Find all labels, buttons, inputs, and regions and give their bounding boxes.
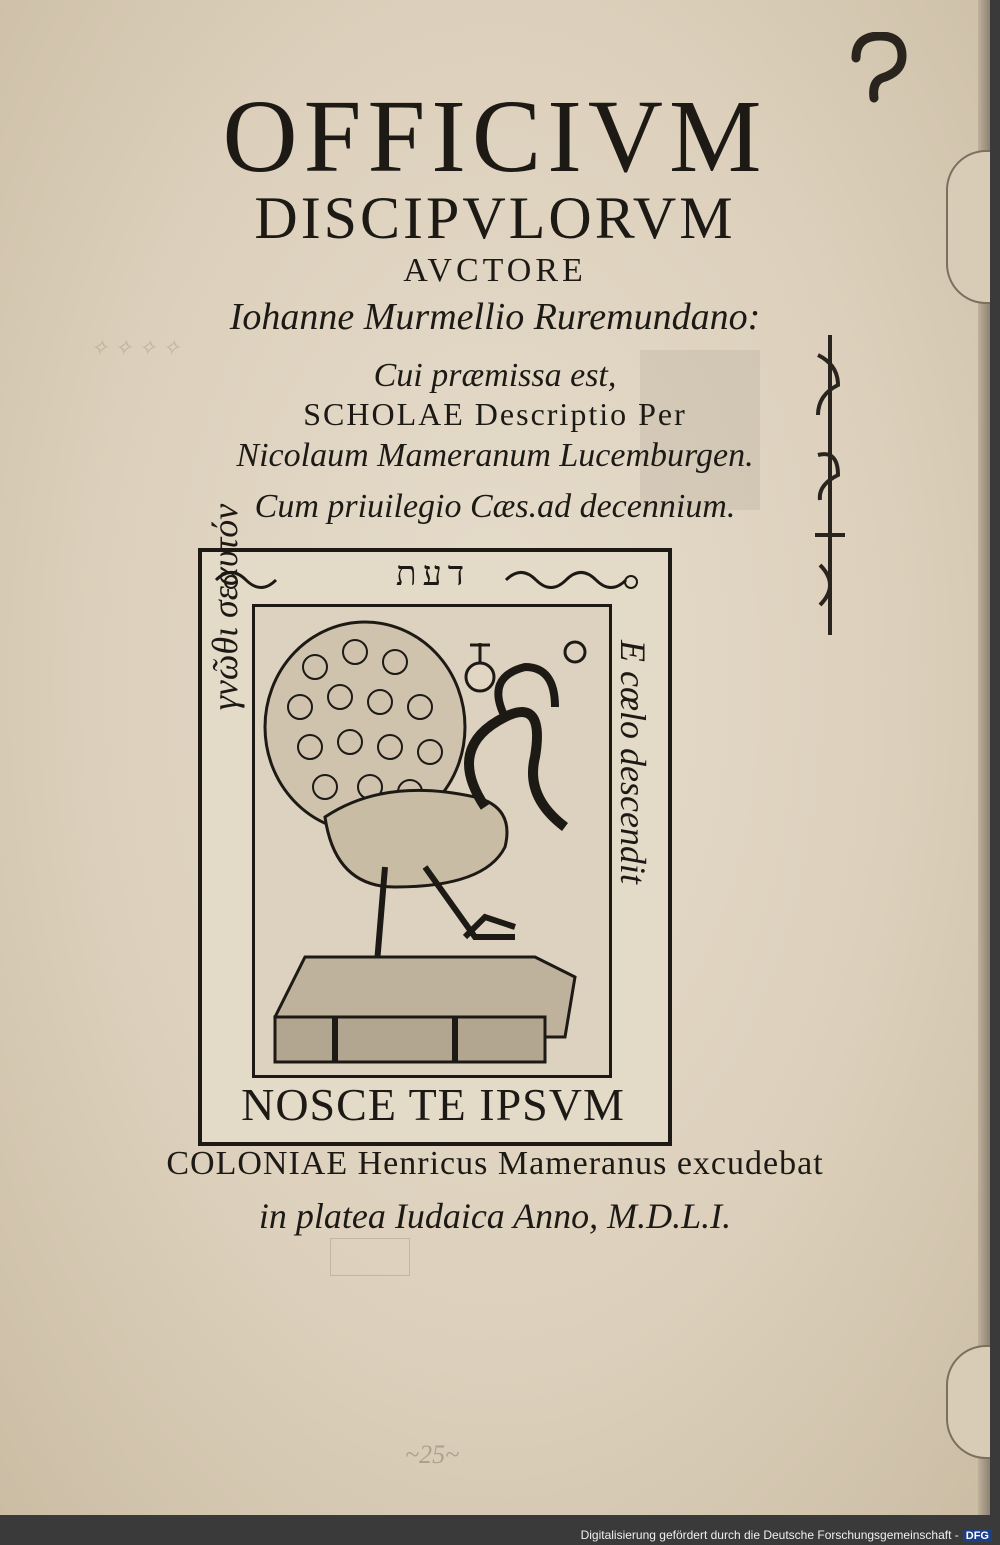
woodcut-motto: NOSCE TE IPSVM xyxy=(241,1079,625,1130)
privilege-line: Cum priuilegio Cæs.ad decennium. xyxy=(254,488,736,525)
handwritten-question-mark xyxy=(842,32,908,112)
title-line-1: OFFICIVM xyxy=(222,79,768,194)
imprint-line-2: in platea Iudaica Anno, M.D.L.I. xyxy=(258,1196,732,1236)
text-line-3: Nicolaum Mameranum Lucemburgen. xyxy=(236,437,754,474)
imprint-line-1: COLONIAE Henricus Mameranus excudebat xyxy=(166,1145,824,1182)
peacock-illustration xyxy=(255,607,609,1075)
auctore-line: AVCTORE xyxy=(403,252,587,289)
faint-stamp xyxy=(330,1238,410,1276)
bleed-through-text: ✧ ✧ ✧ ✧ xyxy=(90,335,181,360)
credit-text: Digitalisierung gefördert durch die Deutsche Forschungsgemeinschaft - xyxy=(580,1528,959,1542)
author-line: Iohanne Murmellio Ruremundano: xyxy=(229,296,761,338)
text-line-1: Cui præmissa est, xyxy=(373,357,617,394)
text-line-2: SCHOLAE Descriptio Per xyxy=(303,396,687,432)
digitization-credit xyxy=(0,1528,992,1542)
title-line-2: DISCIPVLORVM xyxy=(254,185,736,251)
dfg-logo: DFG xyxy=(963,1530,992,1542)
pencil-note: ~25~ xyxy=(405,1440,460,1469)
side-inscription-left: γνῶθι σεαυτόν xyxy=(205,503,245,711)
woodcut-inner-panel xyxy=(252,604,612,1078)
hebrew-inscription: דעת xyxy=(395,556,471,593)
ornament-band xyxy=(206,560,656,600)
handwritten-shelfmark xyxy=(800,335,860,635)
side-inscription-right: E cœlo descendit xyxy=(613,640,653,884)
page-tab-bottom xyxy=(946,1345,990,1459)
